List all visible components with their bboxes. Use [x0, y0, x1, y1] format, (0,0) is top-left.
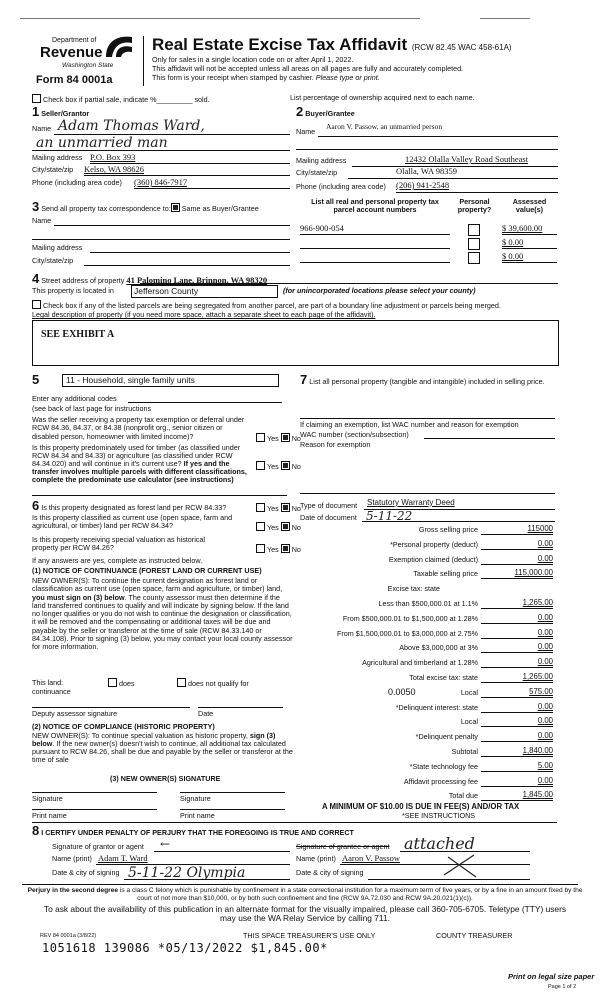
exemption-yes-no [256, 433, 301, 443]
segregated-label: Check box if any of the listed parcels are being segregated from another parcel, are part of a boundary line adjustment or parcels being merged. [43, 301, 501, 310]
tax-row-label: Subtotal [451, 747, 478, 756]
assessed-value-field[interactable]: $ 39,600.00 [502, 223, 543, 233]
tax-row-label: Above $3,000,000 at 3% [399, 643, 478, 653]
tax-row-label: Total due [448, 791, 478, 801]
new-owner-print-field[interactable] [32, 809, 157, 810]
correspondence-mail-field[interactable] [90, 252, 290, 253]
does-not-label: does not qualify for [188, 679, 249, 688]
county-treasurer-label: COUNTY TREASURER [436, 931, 513, 940]
yes-label: Yes [267, 523, 279, 532]
tax-row-value[interactable]: 1,840.00 [522, 746, 553, 755]
grantee-name-field[interactable]: Aaron V. Passow [342, 853, 401, 863]
tax-row-value[interactable]: 1,265.00 [522, 598, 553, 607]
notice-compliance-title: (2) NOTICE OF COMPLIANCE (HISTORIC PROPERTY) [32, 722, 215, 731]
grantee-date-field[interactable] [368, 879, 530, 880]
section-number: 3 [32, 199, 40, 214]
does-not-checkbox[interactable] [177, 678, 249, 688]
tax-row-label: Exemption claimed (deduct) [388, 554, 478, 564]
field-line [502, 248, 557, 249]
seller-heading [32, 105, 89, 118]
exemption-question: Was the seller receiving a property tax exemption or deferral under RCW 84.36, 84.37, or 84.38 (nonprofit org., senior citizen or disabled person, homeowner with limited income)? [32, 415, 245, 441]
no-label: No [291, 504, 301, 513]
seller-mail-label: Mailing address [32, 153, 83, 162]
yes-label: Yes [267, 462, 279, 471]
section-number: 2 [296, 104, 304, 119]
located-label: This property is located in [32, 286, 114, 295]
tax-row-label: *Delinquent penalty [415, 732, 478, 742]
personal-col-header: Personal property? [457, 197, 492, 215]
buyer-name-label: Name [296, 127, 316, 136]
doc-date-field[interactable]: 5-11-22 [366, 509, 413, 523]
tax-row-label: Taxable selling price [413, 569, 478, 579]
additional-codes-label: Enter any additional codes [32, 394, 117, 403]
field-line [134, 188, 290, 189]
personal-property-label [300, 373, 555, 386]
tax-row-label: *Personal property (deduct) [390, 539, 478, 549]
notice1-text-b: . The county assessor must then determine if the land transferred continues to qualify and will indicate by signing below. If the land no longer qualifies or you do not wish to continue the designation or classification, it will be removed and the compensating or additional taxes will be due and payable by the seller or transferor at the time of sale (RCW 84.33.140 or 84.34.108). Prior to signing (3) below, you may contact your local county assessor for more information. [32, 592, 293, 652]
tax-row-label: *Delinquent interest: state [395, 702, 478, 712]
correspondence-name-label: Name [32, 216, 52, 225]
parcel-number-field[interactable]: 966-900-054 [300, 223, 344, 233]
does-label: does [119, 679, 135, 688]
tax-row-value[interactable]: 115000 [527, 524, 553, 533]
historical-question: Is this property receiving special valuation as historical property per RCW 84.26? [32, 535, 205, 553]
tax-row-label: Agricultural and timberland at 1.28% [362, 658, 478, 668]
assessed-value-field[interactable]: $ 0.00 [502, 251, 524, 261]
personal-property-checkbox[interactable] [468, 238, 480, 250]
deputy-date-label: Date [198, 709, 214, 718]
no-label: No [291, 434, 301, 443]
does-checkbox[interactable] [108, 678, 135, 688]
tax-row-value[interactable]: 575.00 [529, 686, 553, 696]
tax-row-label: Local [460, 717, 478, 727]
notice2-bold: sign (3) below [32, 731, 276, 748]
tax-row-value[interactable]: 0.00 [537, 701, 553, 711]
notice2-text-b: . If the new owner(s) doesn't wish to continue, all additional tax calculated pursuant to RCW 84.26, shall be due and payable by the seller or transferor at the time of sale [32, 738, 293, 764]
field-line [481, 741, 553, 742]
tax-row-label: Excise tax: state [387, 584, 440, 594]
tax-row-value[interactable]: 1,845.00 [522, 790, 553, 800]
reason-label: Reason for exemption [300, 440, 371, 449]
field-line [362, 521, 555, 522]
notice-continuance-title: (1) NOTICE OF CONTINUANCE (FOREST LAND OR CURRENT USE) [32, 566, 262, 575]
correspondence-city-label: City/state/zip [32, 256, 74, 265]
current-use-question: Is this property classified as current use (open space, farm and agricultural, or timber) land per RCW 84.34? [32, 513, 233, 531]
tax-row-label: Gross selling price [418, 525, 478, 534]
yes-checkbox[interactable] [256, 522, 265, 531]
tax-row-label: Affidavit processing fee [403, 776, 478, 786]
reason-field[interactable] [300, 493, 555, 494]
scan-artifact-line [20, 18, 420, 19]
field-line [32, 150, 290, 151]
print-legal-note: Print on legal size paper [508, 972, 595, 981]
buyer-name-field[interactable]: Aaron V. Passow, an unmarried person [326, 122, 443, 131]
tax-row-value[interactable]: 5.00 [537, 760, 553, 770]
historical-yes-no [256, 544, 301, 554]
field-line [481, 712, 553, 713]
personal-property-cell [468, 238, 482, 250]
partial-sale-label: Check box if partial sale, indicate % [43, 95, 157, 104]
certify-text: I CERTIFY UNDER PENALTY OF PERJURY THAT THE FOREGOING IS TRUE AND CORRECT [41, 828, 354, 837]
buyer-phone-field[interactable]: (206) 941-2548 [396, 180, 450, 190]
divider [22, 884, 578, 885]
notice-compliance-text [32, 732, 297, 764]
new-owner-signature-title: (3) NEW OWNER(S) SIGNATURE [110, 774, 221, 783]
grantee-date-label: Date & city of signing [296, 868, 364, 877]
new-owner-print-field-2[interactable] [180, 809, 285, 810]
field-line [481, 771, 553, 772]
current-use-yes-no [256, 522, 301, 532]
doc-type-field[interactable]: Statutory Warranty Deed [367, 498, 455, 507]
grantee-signature-label: Signature of grantee or agent [296, 842, 390, 851]
no-checkbox[interactable] [281, 433, 290, 442]
tax-row-label: From $1,500,000.01 to $3,000,000 at 2.75% [336, 628, 478, 638]
seller-city-label: City/state/zip [32, 165, 74, 174]
field-line [481, 534, 553, 535]
personal-property-cell [468, 252, 482, 264]
checkbox[interactable] [108, 678, 117, 687]
header-line-3-text: This form is your receipt when stamped by cashier. [152, 73, 314, 82]
this-land-label: This land: [32, 678, 64, 687]
field-line [124, 879, 290, 880]
timber-yes-no [256, 461, 301, 471]
county-note: (for unincorporated locations please select your county) [283, 286, 476, 295]
deputy-signature-field[interactable] [32, 707, 190, 708]
yes-label: Yes [267, 545, 279, 554]
print-name-label-2: Print name [180, 811, 215, 820]
personal-property-cell [468, 224, 482, 236]
segregated-checkbox[interactable] [32, 300, 501, 310]
tax-row-value[interactable]: 0.00 [537, 538, 553, 548]
header-line-1: Only for sales in a single location code on or after April 1, 2022. [152, 55, 354, 64]
field-line [481, 638, 553, 639]
grantee-x-mark [440, 853, 480, 879]
field-line [481, 756, 553, 757]
seller-city-field[interactable]: Kelso, WA 98626 [84, 164, 145, 174]
grantor-date-field[interactable]: 5-11-22 Olympia [128, 865, 246, 881]
tax-row-value[interactable]: 0.00 [537, 731, 553, 741]
seller-mail-field[interactable]: P.O. Box 393 [90, 152, 136, 162]
header-line-3-italic: Please type or print. [315, 73, 380, 82]
certify-heading [32, 824, 354, 837]
seller-heading-text: Seller/Grantor [41, 109, 90, 118]
new-owner-signature-field[interactable] [32, 792, 157, 793]
tax-row-value[interactable]: 1,265.00 [522, 672, 553, 681]
buyer-city-field[interactable]: Olalla, WA 98359 [396, 166, 457, 176]
page-number: Page 1 of 2 [548, 984, 577, 990]
no-checkbox[interactable] [281, 503, 290, 512]
grantee-signature-field[interactable]: attached [404, 834, 475, 853]
grantor-name-label: Name (print) [52, 854, 92, 863]
see-back-note: (see back of last page for instructions [32, 404, 152, 413]
legal-description-label: Legal description of property (if you need more space, attach a separate sheet to each page of the affidavit). [32, 310, 376, 319]
tax-row-value[interactable]: 0.00 [537, 627, 553, 637]
tax-row-value[interactable]: 0.00 [537, 775, 553, 785]
form-title [152, 36, 512, 55]
no-checkbox[interactable] [281, 461, 290, 470]
buyer-city-label: City/state/zip [296, 168, 338, 177]
buyer-mail-label: Mailing address [296, 156, 347, 165]
field-line [481, 726, 553, 727]
tax-row-label: Local [460, 687, 478, 697]
timber-question-bold: If yes and the transfer involves multiple parcels with different classifications, complete the predominate use calculator (see instructions) [32, 458, 247, 484]
same-as-buyer-label: Same as Buyer/Grantee [181, 204, 259, 213]
perjury-text: is a class C felony which is punishable by confinement in a state correctional institution for a maximum term of five years, or by a fine in an amount fixed by the court of not more than $10,000, or by both such confinement and fine (RCW 9A.72.030 and RCW 9A.20.021(1)(c)). [118, 887, 583, 902]
street-field[interactable]: 41 Palomino Lane, Brinnon, WA 98320 [126, 275, 268, 285]
notice-continuance-text [32, 577, 294, 652]
wac-field[interactable] [424, 438, 555, 439]
no-checkbox[interactable] [281, 522, 290, 531]
personal-property-checkbox[interactable] [468, 224, 480, 236]
print-name-label: Print name [32, 811, 67, 820]
field-line [481, 697, 553, 698]
yes-checkbox[interactable] [256, 433, 265, 442]
minimum-notice: A MINIMUM OF $10.00 IS DUE IN FEE(S) AND/OR TAX [322, 802, 520, 811]
assessed-col-header: Assessed value(s) [512, 197, 547, 215]
forest-question [32, 499, 226, 512]
checkbox[interactable] [177, 678, 186, 687]
field-line [481, 578, 553, 579]
section-number: 6 [32, 498, 40, 513]
grantor-signature-field[interactable] [154, 851, 290, 852]
form-title-text: Real Estate Excise Tax Affidavit [152, 35, 408, 54]
local-rate: 0.0050 [388, 686, 416, 697]
tax-row-label: Less than $500,000.01 at 1.1% [378, 599, 478, 608]
seller-phone-label: Phone (including area code) [32, 178, 122, 187]
land-use-code-value: 11 - Household, single family units [66, 375, 195, 385]
tax-row-value[interactable]: 0.00 [537, 657, 553, 667]
buyer-mail-field[interactable]: 12432 Olalla Valley Road Southeast [405, 154, 529, 164]
new-owner-signature-field-2[interactable] [180, 792, 285, 793]
grantee-name-label: Name (print) [296, 854, 336, 863]
partial-sale-suffix: sold. [194, 95, 210, 104]
field-line [481, 652, 553, 653]
grantor-signature-mark: ← [160, 837, 171, 851]
tax-row-value[interactable]: 0.00 [537, 612, 553, 622]
form-title-ref: (RCW 82.45 WAC 458-61A) [411, 43, 512, 52]
scan-artifact-line [480, 18, 530, 19]
ownership-note: List percentage of ownership acquired next to each name. [290, 93, 475, 102]
perjury-bold: Perjury in the second degree [27, 887, 119, 894]
field-line [502, 234, 557, 235]
header-divider [143, 36, 144, 86]
logo-dept-of: Department of [52, 37, 97, 44]
field-line [348, 178, 558, 179]
grantor-name-field[interactable]: Adam T. Ward [98, 853, 148, 863]
field-line [502, 262, 557, 263]
seller-name-field[interactable]: Adam Thomas Ward, [58, 118, 205, 134]
field-line [300, 234, 450, 235]
header-line-2: This affidavit will not be accepted unless all areas on all pages are fully and accurately completed. [152, 64, 464, 73]
field-line [481, 608, 553, 609]
field-line [300, 248, 450, 249]
dor-logo-icon [102, 33, 134, 61]
tax-row-value[interactable]: 0.00 [537, 553, 553, 563]
continuance-label: continuance [32, 687, 71, 696]
personal-property-field[interactable] [300, 418, 555, 419]
no-checkbox[interactable] [281, 544, 290, 553]
field-line [300, 262, 450, 263]
notice1-bold: you must sign on (3) below [32, 592, 125, 602]
legal-description-field[interactable] [32, 320, 559, 366]
revision-label: REV 84 0001a (3/8/22) [40, 933, 97, 939]
field-line [400, 851, 530, 852]
divider [32, 822, 557, 823]
buyer-phone-label: Phone (including area code) [296, 182, 386, 191]
buyer-heading-text: Buyer/Grantee [305, 109, 355, 118]
doc-date-label: Date of document [300, 513, 357, 522]
parcel-col-header: List all real and personal property tax parcel account numbers [311, 197, 439, 215]
correspondence-heading [32, 200, 259, 213]
additional-codes-field[interactable] [128, 402, 282, 403]
alternate-format-notice: To ask about the availability of this publication in an alternate format for the visually impaired, please call 360-705-6705. Teletype (TTY) users may use the WA Relay Service by calling 711. [43, 904, 567, 923]
signature-label: Signature [32, 794, 63, 803]
correspondence-mail-label: Mailing address [32, 243, 83, 252]
deputy-signature-label: Deputy assessor signature [32, 709, 118, 718]
seller-name-field-2[interactable]: an unmarried man [36, 135, 168, 151]
logo-state: Washington State [62, 62, 114, 69]
county-select[interactable] [131, 285, 278, 298]
field-line [481, 682, 553, 683]
assessed-value-field[interactable]: $ 0.00 [502, 237, 524, 247]
grantor-signature-label: Signature of grantor or agent [52, 842, 144, 851]
deputy-date-field[interactable] [198, 707, 283, 708]
notice1-text-a: NEW OWNER(S): To continue the current designation as forest land or classification as current use (open space, farm and agriculture, or timber) land, [32, 576, 283, 594]
buyer-heading [296, 105, 355, 118]
field-line [481, 549, 553, 550]
forest-question-text: Is this property designated as forest land per RCW 84.33? [41, 503, 227, 512]
tax-row-label: *State technology fee [409, 761, 478, 771]
treasurer-receipt-stamp: 1051618 139086 *05/13/2022 $1,845.00* [42, 941, 328, 955]
section-number: 1 [32, 104, 40, 119]
section-number: 8 [32, 823, 40, 838]
yes-checkbox[interactable] [256, 503, 265, 512]
personal-property-checkbox[interactable] [468, 252, 480, 264]
yes-checkbox[interactable] [256, 544, 265, 553]
perjury-notice [22, 887, 588, 902]
see-instructions: *SEE INSTRUCTIONS [402, 811, 476, 820]
wac-label: WAC number (section/subsection) [300, 430, 409, 439]
checkbox[interactable] [32, 300, 41, 309]
timber-question [32, 444, 250, 484]
notice2-text-a: NEW OWNER(S): To continue special valuation as historic property, [32, 731, 248, 740]
tax-row-value[interactable]: 115,000.00 [514, 568, 553, 578]
correspondence-name-field[interactable] [54, 225, 290, 226]
form-number: Form 84 0001a [36, 74, 113, 86]
field-line [318, 136, 558, 137]
section-number: 5 [32, 372, 40, 387]
correspondence-name-field-2[interactable] [32, 239, 290, 240]
checkbox[interactable] [32, 94, 41, 103]
field-line [481, 623, 553, 624]
seller-name-label: Name [32, 124, 52, 133]
seller-phone-field[interactable]: (360) 846-7917 [134, 177, 188, 187]
yes-checkbox[interactable] [256, 461, 265, 470]
treasurer-only-label: THIS SPACE TREASURER'S USE ONLY [243, 931, 376, 940]
tax-row-label: Total excise tax: state [409, 673, 478, 682]
field-line [481, 667, 553, 668]
no-label: No [291, 462, 301, 471]
section-number: 7 [300, 372, 308, 387]
tax-row-value[interactable]: 0.00 [537, 716, 553, 726]
timber-question-text: Is this property predominately used for timber (as classified under RCW 84.34 and 84.33) or agriculture (as classified under RCW 84.34.020) and will continue in it's current use? [32, 443, 241, 468]
partial-sale-checkbox[interactable]: Check box if partial sale, indicate %_________ sold. [32, 94, 210, 104]
tax-row-value[interactable]: 0.00 [537, 642, 553, 652]
field-line [140, 283, 558, 284]
section-number: 4 [32, 271, 40, 286]
no-label: No [291, 545, 301, 554]
logo-revenue: Revenue [40, 44, 103, 61]
field-line [340, 864, 530, 865]
divider [32, 495, 287, 496]
if-yes-note: If any answers are yes, complete as instructed below. [32, 556, 203, 565]
field-line [296, 149, 558, 150]
land-use-code-select[interactable] [62, 374, 279, 387]
no-label: No [291, 523, 301, 532]
yes-label: Yes [267, 504, 279, 513]
correspondence-label: Send all property tax correspondence to: [41, 204, 171, 213]
personal-property-text: List all personal property (tangible and intangible) included in selling price. [309, 377, 545, 386]
county-value: Jefferson County [134, 286, 199, 296]
street-label: Street address of property [41, 276, 125, 285]
signature-label-2: Signature [180, 794, 211, 803]
same-as-buyer-checkbox[interactable] [171, 203, 180, 212]
doc-type-label: Type of document [300, 501, 358, 510]
grantor-date-label: Date & city of signing [52, 868, 120, 877]
field-line [84, 175, 290, 176]
forest-yes-no [256, 503, 301, 513]
legal-description-value: SEE EXHIBIT A [41, 329, 115, 340]
field-line [481, 786, 553, 787]
exemption-label: If claiming an exemption, list WAC number and reason for exemption [300, 420, 519, 429]
field-line [481, 564, 553, 565]
tax-row-label: From $500,000.01 to $1,500,000 at 1.28% [342, 613, 478, 623]
header-line-3 [152, 74, 380, 82]
field-line [396, 192, 558, 193]
correspondence-city-field[interactable] [84, 265, 290, 266]
yes-label: Yes [267, 434, 279, 443]
